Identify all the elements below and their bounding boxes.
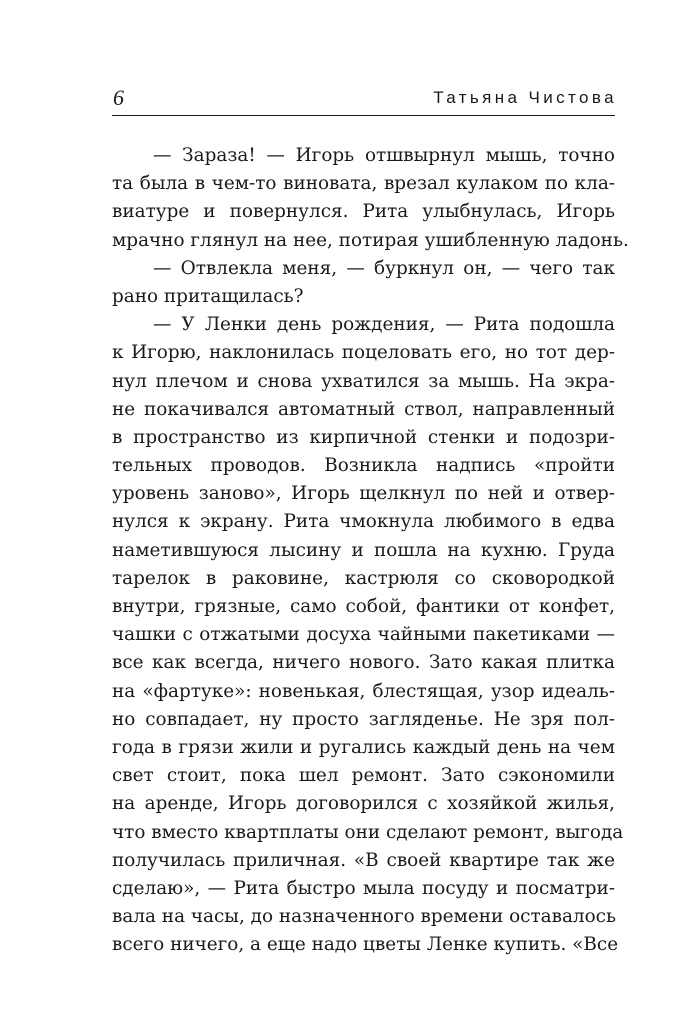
- body-text: [112, 142, 629, 959]
- text-line: сделаю», — Рита быстро мыла посуду и посматри-: [112, 877, 615, 899]
- text-line: нулся к экрану. Рита чмокнула любимого в едва: [112, 511, 615, 533]
- text-line: чашки с отжатыми досуха чайными пакетиками —: [112, 624, 615, 646]
- text-line: виатуре и повернулся. Рита улыбнулась, Игорь: [112, 201, 615, 223]
- text-line: что вместо квартплаты они сделают ремонт, выгода: [112, 821, 624, 843]
- text-line: всего ничего, а еще надо цветы Ленке купить. «Все: [112, 934, 619, 956]
- text-line: вала на часы, до назначенного времени оставалось: [112, 906, 616, 928]
- text-line: года в грязи жили и ругались каждый день на чем: [112, 736, 615, 758]
- text-line: та была в чем-то виновата, врезал кулаком по кла-: [112, 173, 615, 195]
- text-line: внутри, грязные, само собой, фантики от конфет,: [112, 596, 615, 617]
- text-line: рано притащилась?: [112, 285, 304, 307]
- text-line: — У Ленки день рождения, — Рита подошла: [153, 314, 615, 336]
- header-rule: [112, 115, 615, 116]
- text-line: нул плечом и снова ухватился за мышь. На экра-: [112, 370, 615, 392]
- text-line: но совпадает, ну просто загляденье. Не зря пол-: [112, 708, 615, 730]
- text-line: уровень заново», Игорь щелкнул по ней и отвер-: [112, 483, 615, 505]
- page-number: 6: [113, 85, 124, 110]
- text-line: все как всегда, ничего нового. Зато какая плитка: [112, 652, 615, 674]
- text-line: — Зараза! — Игорь отшвырнул мышь, точно: [153, 145, 615, 166]
- text-line: мрачно глянул на нее, потирая ушибленную ладонь.: [112, 229, 629, 251]
- running-header: [112, 84, 617, 114]
- text-line: — Отвлекла меня, — буркнул он, — чего так: [153, 257, 615, 279]
- text-line: в пространство из кирпичной стенки и подозри-: [112, 426, 615, 448]
- text-line: к Игорю, наклонилась поцеловать его, но тот дер-: [112, 342, 615, 364]
- author-name: Татьяна Чистова: [433, 88, 617, 107]
- text-line: не покачивался автоматный ствол, направленный: [112, 398, 615, 420]
- text-line: тарелок в раковине, кастрюля со сковородкой: [112, 567, 615, 589]
- text-line: наметившуюся лысину и пошла на кухню. Груда: [112, 539, 615, 561]
- text-line: свет стоит, пока шел ремонт. Зато сэкономили: [112, 765, 615, 787]
- text-line: на аренде, Игорь договорился с хозяйкой жилья,: [112, 793, 615, 815]
- text-line: получилась приличная. «В своей квартире так же: [112, 849, 615, 871]
- text-line: на «фартуке»: новенькая, блестящая, узор идеаль-: [112, 680, 615, 702]
- text-line: тельных проводов. Возникла надпись «пройти: [112, 455, 615, 477]
